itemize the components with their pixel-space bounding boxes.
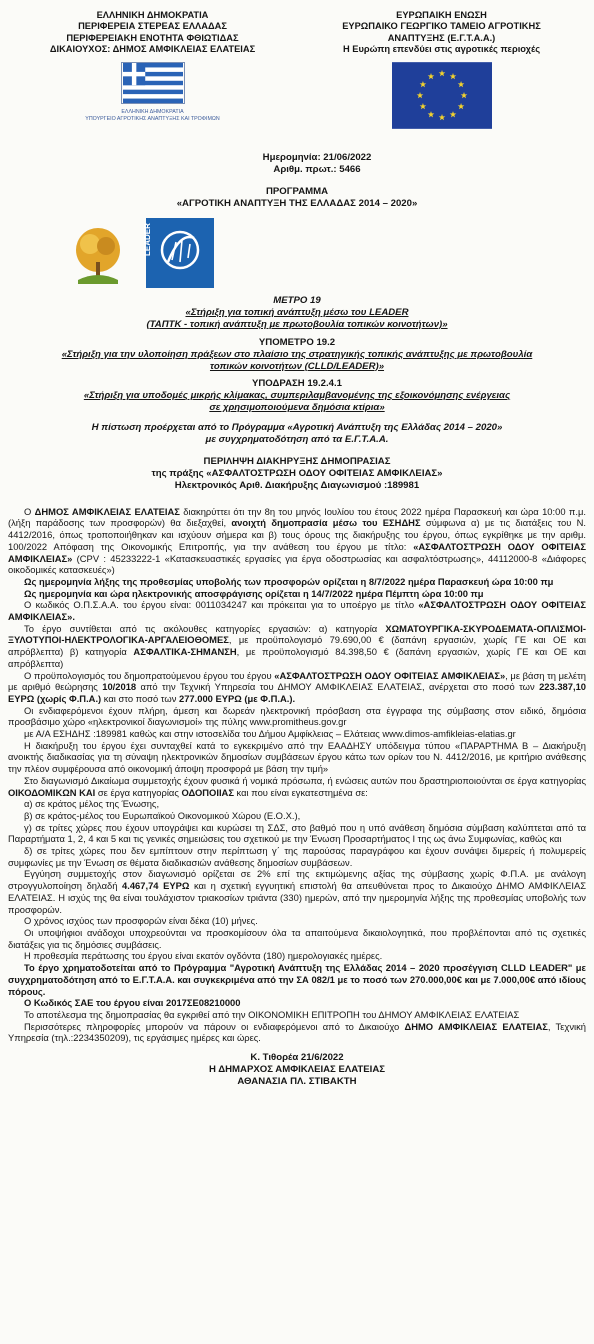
- text-run: και η σχετική εγγυητική επιστολή θα απευθύνεται προς το Δικαιούχο ΔΗΜΟ ΑΜΦΙΚΛΕΙΑΣ ΕΛΑΤΕΙΑΣ. Η ισχύς της θα είναι τουλάχιστον τριακοσίων τριάντα (330) ημερών, από την ημερομηνία λήξης της προθεσμίας υποβολής των προσφορών.: [8, 880, 586, 915]
- signature-block: [8, 1052, 586, 1088]
- body-paragraph: [8, 775, 586, 798]
- body-paragraph: [8, 576, 586, 588]
- summary-title: ΠΕΡΙΛΗΨΗ ΔΙΑΚΗΡΥΞΗΣ ΔΗΜΟΠΡΑΣΙΑΣ: [203, 455, 391, 467]
- text-run: 10/2018: [102, 681, 137, 693]
- text-run: , με βάση τη μελέτη με αριθμό θεώρησης: [8, 669, 587, 693]
- text-run: Ο κωδικός Ο.Π.Σ.Α.Α. του έργου είναι: 0011034247 και πρόκειται για το υποέργο με τίτλο: [24, 599, 419, 611]
- date-line: Ημερομηνία: 21/06/2022: [262, 152, 372, 163]
- measure-heading: ΜΕΤΡΟ 19: [273, 295, 321, 306]
- signature-place-date: Κ. Τιθορέα 21/6/2022: [250, 1052, 344, 1064]
- authority-line: ΔΙΚΑΙΟΥΧΟΣ: ΔΗΜΟΣ ΑΜΦΙΚΛΕΙΑΣ ΕΛΑΤΕΙΑΣ: [49, 43, 256, 54]
- text-run: Το έργο χρηματοδοτείται από το Πρόγραμμα "Αγροτική Ανάπτυξη της Ελλάδας 2014 – 2020 προσέγγιση CLLD LEADER" με συγχρηματοδότηση από το Ε.Γ.Τ.Α.Α. και συγκεκριμένα από την ΣΑ 082/1 με το ποσό των 270.000,00€ και με 7.000,00€ από ιδίους πόρους.: [8, 962, 586, 997]
- body-paragraph: [8, 868, 586, 915]
- body-paragraph: [8, 915, 586, 927]
- text-run: Το αποτέλεσμα της δημοπρασίας θα εγκριθεί από την ΟΙΚΟΝΟΜΙΚΗ ΕΠΙΤΡΟΠΗ του ΔΗΜΟΥ ΑΜΦΙΚΛΕΙΑΣ ΕΛΑΤΕΙΑΣ: [24, 1008, 520, 1020]
- text-run: και που είναι εγκατεστημένα σε:: [233, 786, 368, 798]
- text-run: 4.467,74 ΕΥΡΩ: [122, 880, 190, 892]
- text-run: Οι υποψήφιοι ανάδοχοι υποχρεούνται να προσκομίσουν όλα τα απαιτούμενα δικαιολογητικά, που προβλέπονται από τις σχετικές διατάξεις για τις δημόσιες συμβάσεις.: [8, 927, 586, 950]
- text-run: Ο προϋπολογισμός του δημοπρατούμενου έργου του έργου: [24, 669, 275, 681]
- eu-block: [297, 10, 586, 129]
- text-run: Ως ημερομηνία λήξης της προθεσμίας υποβολής των προσφορών ορίζεται η 8/7/2022 ημέρα Παρασκευή ώρα 10:00 πμ: [24, 575, 554, 587]
- text-run: δ) σε τρίτες χώρες που δεν εμπίπτουν στην περίπτωση γ΄ της παρούσας παραγράφου και έχουν συνάψει διμερείς ή πολυμερείς συμφωνίες με την Ένωση σε θέματα διαδικασιών ανάθεσης δημοσίων συμβάσεων.: [8, 845, 586, 868]
- body-paragraph: [8, 506, 586, 576]
- body-paragraph: [8, 845, 586, 868]
- text-run: διακηρύττει ότι την 8η του μηνός Ιουλίου του έτους 2022 ημέρα Παρασκευή και ώρα 10:00 π.μ. (λήξη παράδοσης των προσφορών) θα διεξαχθεί,: [8, 505, 586, 529]
- funding-note-line: Η πίστωση προέρχεται από το Πρόγραμμα «Αγροτική Ανάπτυξη της Ελλάδας 2014 – 2020»: [91, 422, 503, 434]
- document-header: [8, 10, 586, 138]
- text-run: ΟΙΚΟΔΟΜΙΚΩΝ ΚΑΙ: [8, 786, 96, 798]
- text-run: , με προϋπολογισμό 79.690,00 € (δαπάνη εργασιών, χωρίς ΓΕ και ΟΕ και απρόβλεπτα) β) κατηγορία: [8, 634, 586, 658]
- text-run: Η διακήρυξη του έργου έχει συνταχθεί κατά το εγκεκριμένο από την ΕΑΑΔΗΣΥ υπόδειγμα τύπου «ΠΑΡΑΡΤΗΜΑ Β – Διακήρυξη ανοικτής διαδικασίας για τη σύναψη ηλεκτρονικών δημοσίων συμβάσεων έργου κάτω των ορίων του Ν. 4412/2016, με κριτήριο ανάθεσης την πλέον συμφέρουσα από οικονομική άποψη προσφορά με βάση την τιμή»: [8, 739, 586, 775]
- text-run: Ως ημερομηνία και ώρα ηλεκτρονικής αποσφράγισης ορίζεται η 14/7/2022 ημέρα Πέμπτη ώρα 10:00 πμ: [24, 587, 484, 599]
- text-run: ΑΣΦΑΛΤΙΚΑ-ΣΗΜΑΝΣΗ: [133, 646, 237, 658]
- text-run: σε έργα κατηγορίας: [95, 786, 182, 798]
- text-run: ΧΩΜΑΤΟΥΡΓΙΚΑ-ΣΚΥΡΟΔΕΜΑΤΑ-ΟΠΛΙΣΜΟΙ-ΞΥΛΟΤΥΠΟΙ-ΗΛΕΚΤΡΟΛΟΓΙΚΑ-ΑΡΓΑΛΕΙΟΘΟΜΕΣ: [8, 622, 586, 646]
- text-run: ΟΔΟΠΟΙΙΑΣ: [181, 786, 234, 798]
- eu-line: Η Ευρώπη επενδύει στις αγροτικές περιοχές: [342, 43, 541, 54]
- text-run: Ο Κωδικός ΣΑΕ του έργου είναι 2017ΣΕ08210000: [24, 997, 241, 1009]
- body-paragraph: [8, 1009, 586, 1021]
- leader-logo-label: LEADER: [143, 223, 152, 256]
- submeasure-title-line: «Στήριξη για την υλοποίηση πράξεων στο πλαίσιο της στρατηγικής τοπικής ανάπτυξης με πρωτοβουλία: [61, 348, 533, 360]
- signature-name: ΑΘΑΝΑΣΙΑ ΠΛ. ΣΤΙΒΑΚΤΗ: [237, 1076, 357, 1088]
- body-paragraph: [8, 962, 586, 997]
- ministry-caption-line: ΕΛΛΗΝΙΚΗ ΔΗΜΟΚΡΑΤΙΑ: [121, 109, 184, 116]
- body-paragraph: [8, 670, 586, 705]
- body-paragraph: [8, 728, 586, 740]
- measure-title-line: (ΤΑΠΤΚ - τοπική ανάπτυξη με πρωτοβουλία τοπικών κοινοτήτων)»: [146, 318, 448, 330]
- text-run: , με προϋπολογισμό 84.398,50 € (δαπάνη εργασιών, χωρίς ΓΕ και ΟΕ και απρόβλεπτα): [8, 646, 586, 669]
- text-run: Οι ενδιαφερόμενοι έχουν πλήρη, άμεση και δωρεάν ηλεκτρονική πρόσβαση στα έγγραφα της σύμβασης στον ειδικό, δημόσια προσβάσιμο χώρο «ηλεκτρονικοί διαγωνισμοί» της πύλης www.promitheus.gov.gr: [8, 704, 586, 728]
- text-run: β) σε κράτος-μέλος του Ευρωπαϊκού Οικονομικού Χώρου (Ε.Ο.Χ.),: [24, 809, 301, 821]
- date-protocol-block: [48, 152, 586, 176]
- text-run: (CPV : 45233222-1 «Κατασκευαστικές εργασίες για έργα οδοστρωσίας και ασφαλτόστρωσης», 44112000-8 «Διάφορες οικοδομικές κατασκευές»): [8, 552, 586, 576]
- ministry-caption-line: ΥΠΟΥΡΓΕΙΟ ΑΓΡΟΤΙΚΗΣ ΑΝΑΠΤΥΞΗΣ ΚΑΙ ΤΡΟΦΙΜΩΝ: [85, 115, 220, 122]
- text-run: Ο χρόνος ισχύος των προσφορών είναι δέκα (10) μήνες.: [24, 915, 258, 927]
- submeasure-title-line: τοπικών κοινοτήτων (CLLD/LEADER)»: [209, 360, 385, 372]
- text-run: «ΑΣΦΑΛΤΟΣΤΡΩΣΗ ΟΔΟΥ ΟΦΙΤΕΙΑΣ ΑΜΦΙΚΛΕΙΑΣ»: [8, 540, 586, 564]
- text-run: από την Τεχνική Υπηρεσία του ΔΗΜΟΥ ΑΜΦΙΚΛΕΙΑΣ ΕΛΑΤΕΙΑΣ, ανέρχεται στο ποσό των: [136, 681, 540, 693]
- ministry-caption: [8, 109, 297, 122]
- program-title: [8, 186, 586, 210]
- eu-line: ΑΝΑΠΤΥΞΗΣ (Ε.Γ.Τ.Α.Α.): [387, 32, 496, 43]
- rural-development-logo-icon: [68, 224, 128, 286]
- text-run: ΔΗΜΟ ΑΜΦΙΚΛΕΙΑΣ ΕΛΑΤΕΙΑΣ: [404, 1020, 548, 1032]
- funding-note: [8, 422, 586, 446]
- text-run: Στο διαγωνισμό Δικαίωμα συμμετοχής έχουν φυσικά ή νομικά πρόσωπα, ή ενώσεις αυτών που δραστηριοποιούνται σε έργα κατηγορίας: [24, 774, 586, 786]
- subaction-title-line: σε χρησιμοποιούμενα δημόσια κτίρια»: [209, 402, 385, 414]
- eu-line: ΕΥΡΩΠΑΙΚΟ ΓΕΩΡΓΙΚΟ ΤΑΜΕΙΟ ΑΓΡΟΤΙΚΗΣ: [342, 21, 541, 32]
- body-paragraph: [8, 927, 586, 950]
- leader-logo-icon: [143, 218, 214, 288]
- measure-title-line: «Στήριξη για τοπική ανάπτυξη μέσω του LEADER: [185, 306, 409, 318]
- summary-tender-number: Ηλεκτρονικός Αριθ. Διακήρυξης Διαγωνισμού :189981: [174, 479, 420, 491]
- body-paragraph: [8, 740, 586, 775]
- text-run: 223.387,10 ΕΥΡΩ (χωρίς Φ.Π.Α.): [8, 681, 586, 704]
- text-run: «ΑΣΦΑΛΤΟΣΤΡΩΣΗ ΟΔΟΥ ΟΦΙΤΕΙΑΣ ΑΜΦΙΚΛΕΙΑΣ»: [274, 669, 506, 681]
- protocol-line: Αριθμ. πρωτ.: 5466: [273, 164, 361, 175]
- text-run: α) σε κράτος μέλος της Ένωσης,: [24, 798, 160, 810]
- measure-section: [8, 295, 586, 331]
- text-run: με Α/Α ΕΣΗΔΗΣ :189981 καθώς και στην ιστοσελίδα του Δήμου Αμφίκλειας – Ελάτειας www.dimos-amfikleias-elatias.gr: [24, 728, 516, 740]
- text-run: και στο ποσό των: [101, 692, 179, 704]
- body-paragraph: [8, 950, 586, 962]
- body-paragraph: [8, 623, 586, 670]
- funding-note-line: με συγχρηματοδότηση από τα Ε.Γ.Τ.Α.Α.: [205, 434, 389, 446]
- program-name: «ΑΓΡΟΤΙΚΗ ΑΝΑΠΤΥΞΗ ΤΗΣ ΕΛΛΑΔΑΣ 2014 – 2020»: [176, 198, 418, 209]
- text-run: ανοιχτή δημοπρασία μέσω του ΕΣΗΔΗΣ: [231, 517, 421, 529]
- text-run: σύμφωνα α) με τις διατάξεις του Ν. 4412/2016, όπως τροποποιήθηκαν και ισχύουν σήμερα και β) τους όρους της διακήρυξης του έργου, όπως εγκρίθηκε με την αριθμ. 100/2022 Απόφαση της Οικονομικής Επιτροπής, για την ανάθεση του έργου με τίτλο:: [8, 517, 587, 552]
- text-run: γ) σε τρίτες χώρες που έχουν υπογράψει και κυρώσει τη ΣΔΣ, στο βαθμό που η υπό ανάθεση δημόσια σύμβαση καλύπτεται από τα Παραρτήματα 1, 2, 4 και 5 και τις γενικές σημειώσεις του σχετικού με την Ένωση Προσαρτήματος Ι της ως άνω Συμφωνίας, καθώς και: [8, 821, 586, 845]
- text-run: ΔΗΜΟΣ ΑΜΦΙΚΛΕΙΑΣ ΕΛΑΤΕΙΑΣ: [34, 505, 180, 517]
- body-paragraph: [8, 705, 586, 728]
- submeasure-section: [8, 337, 586, 373]
- body-paragraph: [8, 588, 586, 600]
- body-paragraph: [8, 599, 586, 622]
- announcement-body: [8, 506, 586, 1044]
- text-run: 277.000 ΕΥΡΩ (με Φ.Π.Α.).: [178, 692, 296, 704]
- text-run: Ο: [24, 505, 35, 517]
- eu-flag-icon: [392, 62, 492, 129]
- text-run: Περισσότερες πληροφορίες μπορούν να πάρουν οι ενδιαφερόμενοι από το Δικαιούχο: [24, 1020, 405, 1032]
- body-paragraph: [8, 798, 586, 810]
- text-run: Το έργο συντίθεται από τις ακόλουθες κατηγορίες εργασιών: α) κατηγορία: [24, 622, 386, 634]
- greek-flag-icon: [121, 62, 185, 104]
- signature-role: Η ΔΗΜΑΡΧΟΣ ΑΜΦΙΚΛΕΙΑΣ ΕΛΑΤΕΙΑΣ: [208, 1064, 386, 1076]
- authority-line: ΕΛΛΗΝΙΚΗ ΔΗΜΟΚΡΑΤΙΑ: [96, 10, 209, 20]
- body-paragraph: [8, 1021, 586, 1044]
- program-logos: [8, 216, 586, 289]
- tender-summary: [8, 456, 586, 492]
- submeasure-heading: ΥΠΟΜΕΤΡΟ 19.2: [258, 336, 336, 348]
- authority-line: ΠΕΡΙΦΕΡΕΙΑΚΗ ΕΝΟΤΗΤΑ ΦΘΙΩΤΙΔΑΣ: [66, 32, 239, 43]
- subaction-title-line: «Στήριξη για υποδομές μικρής κλίμακας, συμπεριλαμβανομένης της εξοικονόμησης ενέργειας: [83, 390, 511, 402]
- body-paragraph: [8, 997, 586, 1009]
- program-label: ΠΡΟΓΡΑΜΜΑ: [265, 186, 329, 197]
- subaction-heading: ΥΠΟΔΡΑΣΗ 19.2.4.1: [251, 378, 343, 390]
- body-paragraph: [8, 810, 586, 822]
- subaction-section: [8, 378, 586, 414]
- text-run: Εγγύηση συμμετοχής στον διαγωνισμό ορίζεται σε 2% επί της εκτιμώμενης αξίας της σύμβασης χωρίς Φ.Π.Α. με ανάλογη στρογγυλοποίηση δηλαδή: [8, 868, 586, 892]
- summary-project: της πράξης «ΑΣΦΑΛΤΟΣΤΡΩΣΗ ΟΔΟΥ ΟΦΙΤΕΙΑΣ ΑΜΦΙΚΛΕΙΑΣ»: [151, 467, 443, 479]
- authority-line: ΠΕΡΙΦΕΡΕΙΑ ΣΤΕΡΕΑΣ ΕΛΛΑΔΑΣ: [78, 21, 227, 32]
- eu-line: ΕΥΡΩΠΑΙΚΗ ΕΝΩΣΗ: [396, 10, 487, 20]
- text-run: , Τεχνική Υπηρεσία (τηλ.:2234350209), τις εργάσιμες ημέρες και ώρες.: [8, 1020, 587, 1044]
- text-run: Η προθεσμία περάτωσης του έργου είναι εκατόν ογδόντα (180) ημερολογιακές ημέρες.: [24, 950, 383, 962]
- body-paragraph: [8, 822, 586, 845]
- greek-authority-block: [8, 10, 297, 122]
- text-run: «ΑΣΦΑΛΤΟΣΤΡΩΣΗ ΟΔΟΥ ΟΦΙΤΕΙΑΣ ΑΜΦΙΚΛΕΙΑΣ».: [8, 599, 586, 623]
